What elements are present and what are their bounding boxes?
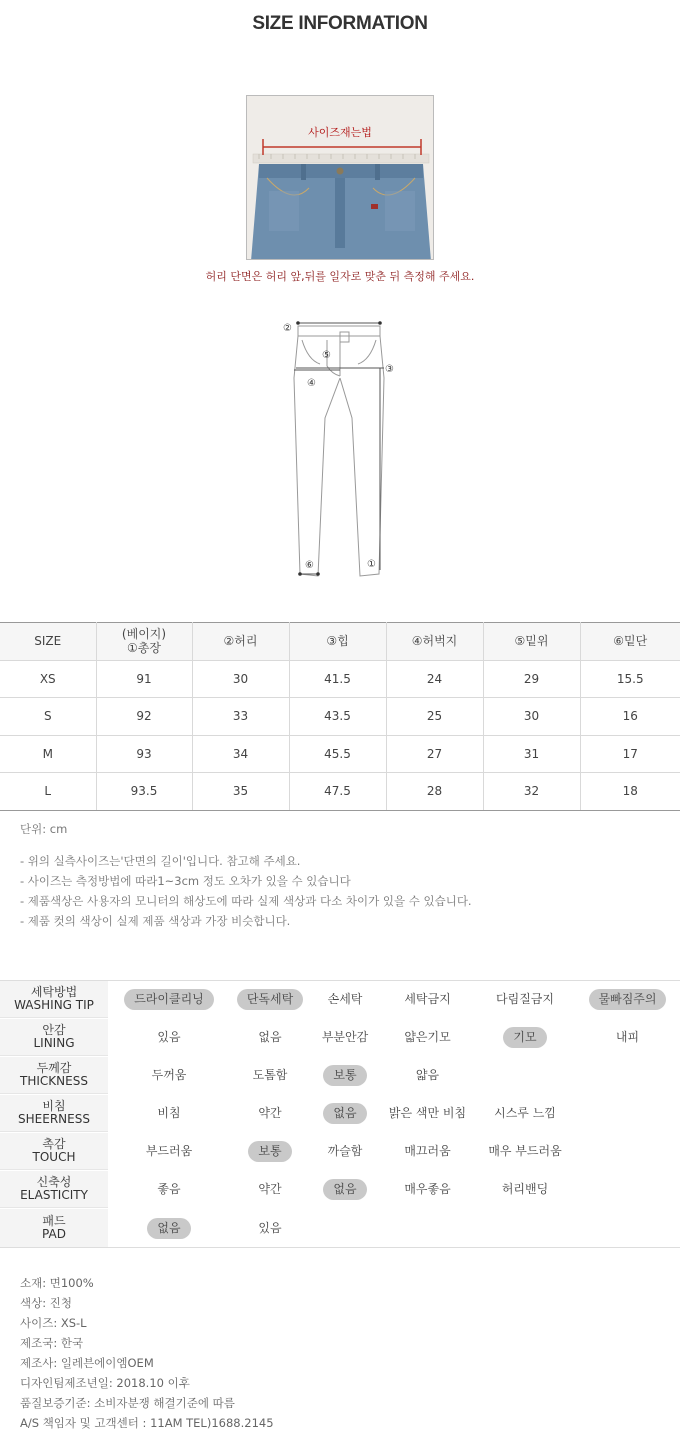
marker-3: ③ xyxy=(385,364,394,375)
cell-waist: 33 xyxy=(192,698,289,736)
cell-rise: 29 xyxy=(483,660,580,698)
cell-hem: 17 xyxy=(580,735,680,773)
cell-waist: 34 xyxy=(192,735,289,773)
unit-note: 단위: cm xyxy=(20,822,68,836)
spec-line: 색상: 진청 xyxy=(20,1296,72,1310)
note-line: - 제품색상은 사용자의 모니터의 해상도에 따라 실제 색상과 다소 차이가 있을 수 있습니다. xyxy=(20,894,472,908)
pants-diagram xyxy=(280,318,400,583)
measure-label: 사이즈재는법 xyxy=(308,126,372,139)
attr-option: 좋음 xyxy=(157,1182,181,1196)
attr-label: 신축성 ELASTICITY xyxy=(0,1171,108,1208)
attr-option: 허리밴딩 xyxy=(501,1182,549,1196)
table-row xyxy=(0,698,680,736)
cell-total-length: 91 xyxy=(96,660,192,698)
attr-option: 손세탁 xyxy=(327,992,363,1006)
cell-total-length: 92 xyxy=(96,698,192,736)
attr-row-thickness xyxy=(0,1057,680,1095)
cell-total-length: 93.5 xyxy=(96,773,192,811)
cell-waist: 30 xyxy=(192,660,289,698)
cell-size: S xyxy=(0,698,96,736)
col-hem: ⑥밑단 xyxy=(580,623,680,661)
cell-size: M xyxy=(0,735,96,773)
note-line: - 사이즈는 측정방법에 따라1~3cm 정도 오차가 있을 수 있습니다 xyxy=(20,874,351,888)
attr-row-sheerness xyxy=(0,1095,680,1133)
cell-rise: 32 xyxy=(483,773,580,811)
cell-hem: 16 xyxy=(580,698,680,736)
cell-hem: 18 xyxy=(580,773,680,811)
col-size: SIZE xyxy=(0,623,96,661)
attr-label: 세탁방법 WASHING TIP xyxy=(0,981,108,1018)
cell-hem: 15.5 xyxy=(580,660,680,698)
spec-line: 품질보증기준: 소비자분쟁 해결기준에 따름 xyxy=(20,1396,235,1410)
col-total-length-label: ①총장 xyxy=(127,641,161,656)
pants-outline-icon xyxy=(280,318,400,583)
attr-option: 없음 xyxy=(108,1209,230,1247)
attr-option: 기모 xyxy=(475,1019,575,1056)
attr-option: 다림질금지 xyxy=(496,992,554,1006)
cell-hip: 47.5 xyxy=(289,773,386,811)
marker-4: ④ xyxy=(307,378,316,389)
cell-size: XS xyxy=(0,660,96,698)
attr-row-washing xyxy=(0,981,680,1019)
col-waist: ②허리 xyxy=(192,623,289,661)
product-spec xyxy=(20,1273,274,1433)
spec-line: 제조사: 일레븐에이엠OEM xyxy=(20,1356,154,1370)
attr-option xyxy=(575,1057,680,1094)
cell-thigh: 24 xyxy=(386,660,483,698)
note-line: - 위의 실측사이즈는'단면의 길이'입니다. 참고해 주세요. xyxy=(20,854,301,868)
attr-label: 안감 LINING xyxy=(0,1019,108,1056)
cell-rise: 30 xyxy=(483,698,580,736)
attr-option xyxy=(475,1209,575,1247)
attr-option: 내피 xyxy=(615,1030,640,1044)
col-color-label: (베이지) xyxy=(121,627,167,642)
col-rise: ⑤밑위 xyxy=(483,623,580,661)
attr-option: 없음 xyxy=(310,1171,380,1208)
size-table-header xyxy=(0,623,680,661)
size-notes xyxy=(20,819,472,931)
attr-option xyxy=(380,1209,475,1247)
product-attributes xyxy=(0,980,680,1248)
table-row xyxy=(0,660,680,698)
attr-label: 패드 PAD xyxy=(0,1209,108,1247)
attr-option: 약간 xyxy=(258,1182,282,1196)
attr-option: 약간 xyxy=(258,1106,282,1120)
attr-option xyxy=(310,1209,380,1247)
attr-option: 있음 xyxy=(258,1220,282,1235)
attr-option: 두꺼움 xyxy=(151,1068,187,1082)
attr-option: 얇은기모 xyxy=(404,1030,451,1044)
attr-row-touch xyxy=(0,1133,680,1171)
attr-option: 없음 xyxy=(310,1095,380,1132)
attr-option xyxy=(575,1133,680,1170)
attr-option: 얇음 xyxy=(415,1068,440,1082)
size-table xyxy=(0,622,680,811)
cell-rise: 31 xyxy=(483,735,580,773)
spec-line: 제조국: 한국 xyxy=(20,1336,84,1350)
page-title: SIZE INFORMATION xyxy=(252,13,428,34)
table-row xyxy=(0,773,680,811)
attr-option: 부분안감 xyxy=(321,1030,369,1044)
attr-row-pad xyxy=(0,1209,680,1247)
col-thigh: ④허벅지 xyxy=(386,623,483,661)
marker-6: ⑥ xyxy=(305,560,314,571)
attr-option: 밝은 색만 비침 xyxy=(388,1106,467,1120)
photo-caption: 허리 단면은 허리 앞,뒤를 일자로 맞춘 뒤 측정해 주세요. xyxy=(205,270,475,283)
marker-1: ① xyxy=(367,559,376,570)
cell-hip: 41.5 xyxy=(289,660,386,698)
attr-option: 없음 xyxy=(258,1030,282,1044)
attr-option xyxy=(475,1057,575,1094)
attr-option: 있음 xyxy=(157,1030,181,1044)
cell-total-length: 93 xyxy=(96,735,192,773)
spec-line: 사이즈: XS-L xyxy=(20,1316,87,1330)
attr-option: 물빠짐주의 xyxy=(575,981,680,1018)
cell-hip: 43.5 xyxy=(289,698,386,736)
attr-option: 세탁금지 xyxy=(404,992,451,1006)
attr-label: 비침 SHEERNESS xyxy=(0,1095,108,1132)
table-row xyxy=(0,735,680,773)
attr-row-elasticity xyxy=(0,1171,680,1209)
attr-option xyxy=(575,1209,680,1247)
attr-option: 단독세탁 xyxy=(230,981,310,1018)
attr-option xyxy=(575,1171,680,1208)
attr-option: 도톰함 xyxy=(252,1068,288,1082)
jeans-photo-illustration xyxy=(247,96,434,260)
attr-option: 매우 부드러움 xyxy=(488,1144,562,1158)
cell-thigh: 27 xyxy=(386,735,483,773)
attr-option: 드라이클리닝 xyxy=(108,981,230,1018)
marker-2: ② xyxy=(283,323,292,334)
attr-label: 촉감 TOUCH xyxy=(0,1133,108,1170)
spec-line: 디자인팀제조년일: 2018.10 이후 xyxy=(20,1376,190,1390)
attr-option: 시스루 느낌 xyxy=(494,1106,556,1120)
attr-option: 부드러움 xyxy=(145,1144,193,1158)
attr-option: 비침 xyxy=(157,1106,181,1120)
attr-option: 매우좋음 xyxy=(404,1182,451,1196)
marker-5: ⑤ xyxy=(322,350,331,361)
attr-option: 보통 xyxy=(230,1133,310,1170)
cell-thigh: 25 xyxy=(386,698,483,736)
attr-option: 까슬함 xyxy=(327,1144,363,1158)
measurement-photo xyxy=(246,95,434,260)
attr-row-lining xyxy=(0,1019,680,1057)
cell-waist: 35 xyxy=(192,773,289,811)
attr-label: 두께감 THICKNESS xyxy=(0,1057,108,1094)
attr-option: 보통 xyxy=(310,1057,380,1094)
spec-line: 소재: 면100% xyxy=(20,1276,94,1290)
spec-line: A/S 책임자 및 고객센터 : 11AM TEL)1688.2145 xyxy=(20,1416,274,1430)
attr-option xyxy=(575,1095,680,1132)
cell-size: L xyxy=(0,773,96,811)
col-total-length xyxy=(96,623,192,661)
cell-thigh: 28 xyxy=(386,773,483,811)
attr-option: 매끄러움 xyxy=(404,1144,451,1158)
note-line: - 제품 컷의 색상이 실제 제품 색상과 가장 비슷합니다. xyxy=(20,914,291,928)
col-hip: ③힙 xyxy=(289,623,386,661)
cell-hip: 45.5 xyxy=(289,735,386,773)
